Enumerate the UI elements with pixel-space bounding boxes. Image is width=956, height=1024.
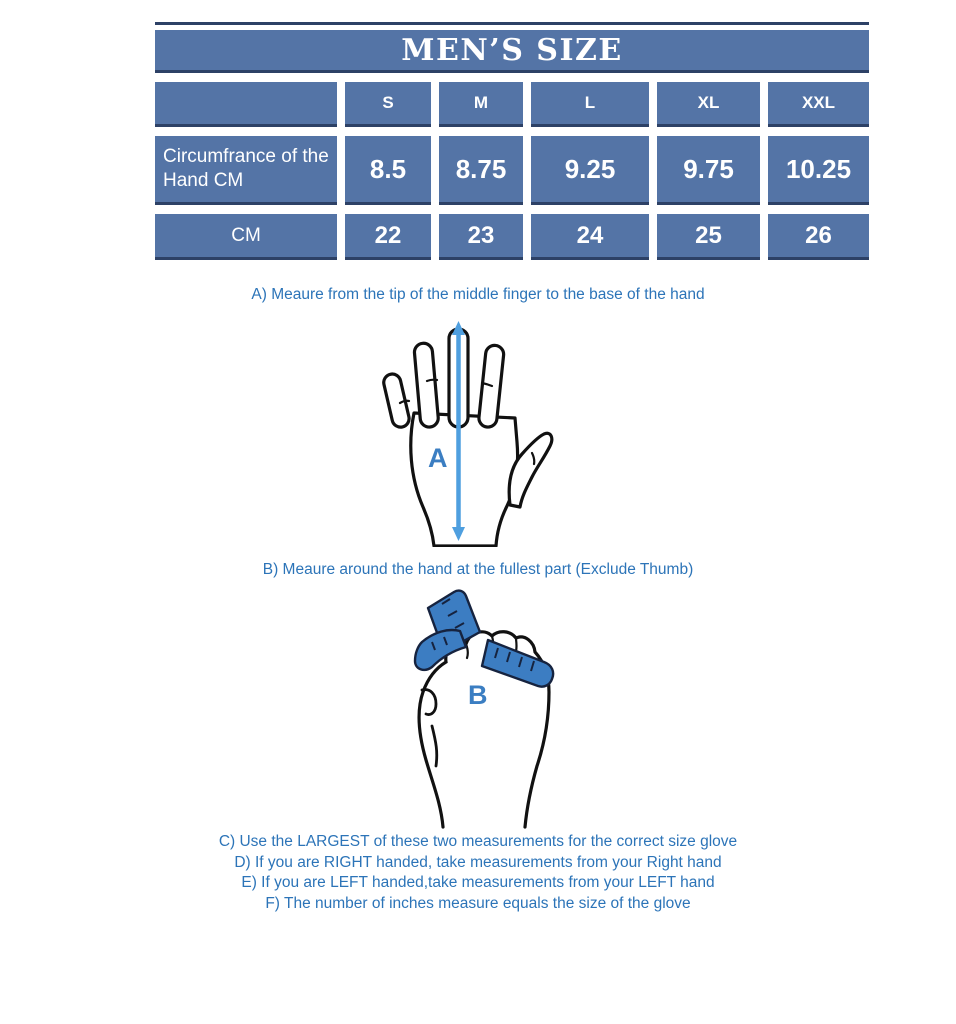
arrow-head-top bbox=[452, 321, 465, 335]
circumference-value-xl: 9.75 bbox=[657, 136, 760, 205]
instruction-b: B) Meaure around the hand at the fullest part (Exclude Thumb) bbox=[262, 561, 694, 578]
table-title: MEN’S SIZE bbox=[155, 30, 869, 73]
instruction-d: D) If you are RIGHT handed, take measurements from your Right hand bbox=[234, 853, 722, 871]
circumference-row bbox=[155, 136, 869, 205]
table-title-row bbox=[155, 30, 869, 73]
cm-row bbox=[155, 214, 869, 260]
circumference-value-l: 9.25 bbox=[531, 136, 649, 205]
hand-length-label: A bbox=[428, 443, 448, 473]
cm-value-l: 24 bbox=[531, 214, 649, 260]
cm-value-m: 23 bbox=[439, 214, 523, 260]
cm-value-xl: 25 bbox=[657, 214, 760, 260]
instructions-c-to-f bbox=[0, 832, 956, 914]
open-hand-illustration bbox=[378, 315, 564, 547]
size-header-row bbox=[155, 82, 869, 127]
size-table-container bbox=[147, 21, 877, 269]
instruction-c: C) Use the LARGEST of these two measurements for the correct size glove bbox=[218, 833, 738, 850]
hand-circumference-label: B bbox=[468, 680, 488, 710]
size-header-m: M bbox=[439, 82, 523, 127]
instruction-f: F) The number of inches measure equals the size of the glove bbox=[265, 894, 691, 912]
size-header-s: S bbox=[345, 82, 431, 127]
circumference-value-s: 8.5 bbox=[345, 136, 431, 205]
fist-illustration bbox=[398, 584, 568, 829]
palm-outline bbox=[411, 413, 518, 546]
cm-row-label: CM bbox=[155, 214, 337, 260]
cm-value-xxl: 26 bbox=[768, 214, 869, 260]
circumference-row-label: Circumfrance of the Hand CM bbox=[155, 136, 337, 205]
circumference-value-xxl: 10.25 bbox=[768, 136, 869, 205]
instruction-e: E) If you are LEFT handed,take measurements from your LEFT hand bbox=[241, 874, 715, 891]
circumference-value-m: 8.75 bbox=[439, 136, 523, 205]
size-header-l: L bbox=[531, 82, 649, 127]
size-header-xl: XL bbox=[657, 82, 760, 127]
cm-value-s: 22 bbox=[345, 214, 431, 260]
size-header-xxl: XXL bbox=[768, 82, 869, 127]
instruction-a: A) Meaure from the tip of the middle finger to the base of the hand bbox=[251, 286, 705, 303]
mens-size-table bbox=[147, 21, 877, 269]
empty-corner-cell bbox=[155, 82, 337, 127]
